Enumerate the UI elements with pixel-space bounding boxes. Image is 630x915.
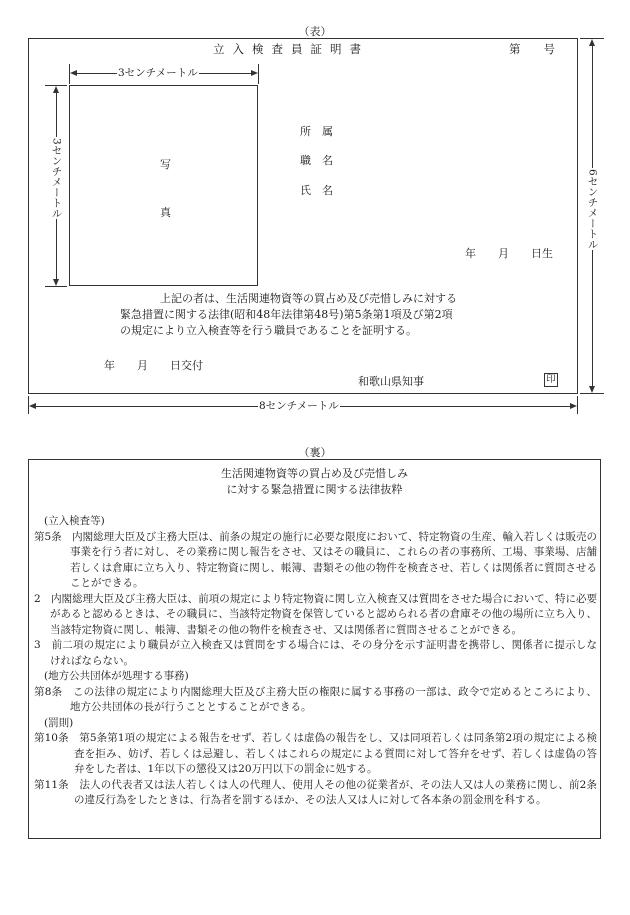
arrow-left-icon: [29, 403, 36, 409]
arrow-left-icon: [70, 70, 77, 76]
law-title-line-1: 生活関連物資等の買占め及び売惜しみ: [221, 467, 408, 480]
back-side-label: （裏）: [298, 446, 332, 459]
article-5-paragraph-3: 3 前二項の規定により職員が立入検査又は質問をする場合には、その身分を示す証明書を携帯し、関係者に提示しなければならない。: [34, 639, 597, 667]
seal-stamp: 印: [544, 373, 558, 387]
card-height-label: 6センチメートル: [586, 169, 599, 250]
dimension-tick: [580, 393, 604, 394]
article-10: 第10条 第5条第1項の規定による報告をせず、若しくは虚偽の報告をし、又は同項若しくは同条第2項の規定による検査を拒み、妨げ、若しくは忌避し、若しくはこれらの規定による質問に対して答弁をせず、若しくは虚偽の答弁をした者は、1年以下の懲役又は20万円以下の罰金に処する。: [34, 732, 597, 775]
article-5-paragraph-1: 第5条 内閣総理大臣及び主務大臣は、前条の規定の施行に必要な限度において、特定物資の生産、輸入若しくは販売の事業を行う者に対し、その業務に関し報告をさせ、又はその職員に、これらの者の事務所、工場、事業場、店舗若しくは倉庫に立ち入り、特定物資に関し、帳簿、書類その他の物件を検査させ、若しくは関係者に質問させることができる。: [34, 530, 597, 589]
photo-height-label: 3センチメートル: [50, 138, 63, 219]
arrow-right-icon: [251, 70, 258, 76]
law-excerpt-body: [34, 514, 597, 809]
article-8: 第8条 この法律の規定により内閣総理大臣及び主務大臣の権限に属する事務の一部は、政令で定めるところにより、地方公共団体の長が行うこととすることができる。: [34, 685, 597, 713]
photo-char-1: 写: [160, 158, 171, 171]
dimension-tick: [577, 396, 578, 414]
issuer-label: 和歌山県知事: [358, 375, 424, 388]
photo-area: [69, 85, 258, 286]
arrow-down-icon: [53, 279, 59, 286]
arrow-up-icon: [53, 86, 59, 93]
arrow-up-icon: [589, 39, 595, 46]
field-name-label: 氏 名: [300, 184, 333, 197]
birth-date-label: 年 月 日生: [465, 247, 553, 260]
certificate-number-label: 第 号: [509, 42, 555, 56]
certificate-statement: 上記の者は、生活関連物資等の買占め及び売惜しみに対する緊急措置に関する法律(昭和48年法律第48号)第5条第1項及び第2項の規定により立入検査等を行う職員であることを証明する。: [120, 292, 457, 337]
certificate-title: 立入検査員証明書: [213, 42, 369, 56]
arrow-right-icon: [570, 403, 577, 409]
section-heading-inspection: (立入検査等): [44, 515, 105, 527]
field-position-label: 職 名: [300, 154, 333, 167]
dimension-tick: [45, 286, 67, 287]
photo-char-2: 真: [160, 206, 171, 219]
article-5-paragraph-2: 2 内閣総理大臣及び主務大臣は、前項の規定により特定物資に関し立入検査又は質問をさせた場合において、特に必要があると認めるときは、その職員に、当該特定物資を保管していると認められる者の倉庫その他の場所に立ち入り、当該特定物資に関し、帳簿、書類その他の物件を検査させ、又は関係者に質問させることができる。: [34, 592, 597, 636]
field-affiliation-label: 所 属: [300, 125, 333, 138]
article-11: 第11条 法人の代表者又は法人若しくは人の代理人、使用人その他の従業者が、その法人又は人の業務に関し、前2条の違反行為をしたときは、行為者を罰するほか、その法人又は人に対して各本条の罰金刑を科する。: [34, 778, 597, 806]
law-excerpt-title: [28, 466, 601, 498]
issue-date-label: 年 月 日交付: [104, 359, 203, 372]
photo-width-label: 3センチメートル: [118, 67, 198, 79]
section-heading-penalties: (罰則): [44, 716, 74, 729]
card-width-label: 8センチメートル: [259, 400, 339, 412]
dimension-tick: [258, 64, 259, 84]
front-side-label: （表）: [298, 25, 332, 38]
arrow-down-icon: [589, 386, 595, 393]
law-title-line-2: に対する緊急措置に関する法律抜粋: [226, 483, 403, 496]
section-heading-local-government: (地方公共団体が処理する事務): [44, 670, 189, 682]
